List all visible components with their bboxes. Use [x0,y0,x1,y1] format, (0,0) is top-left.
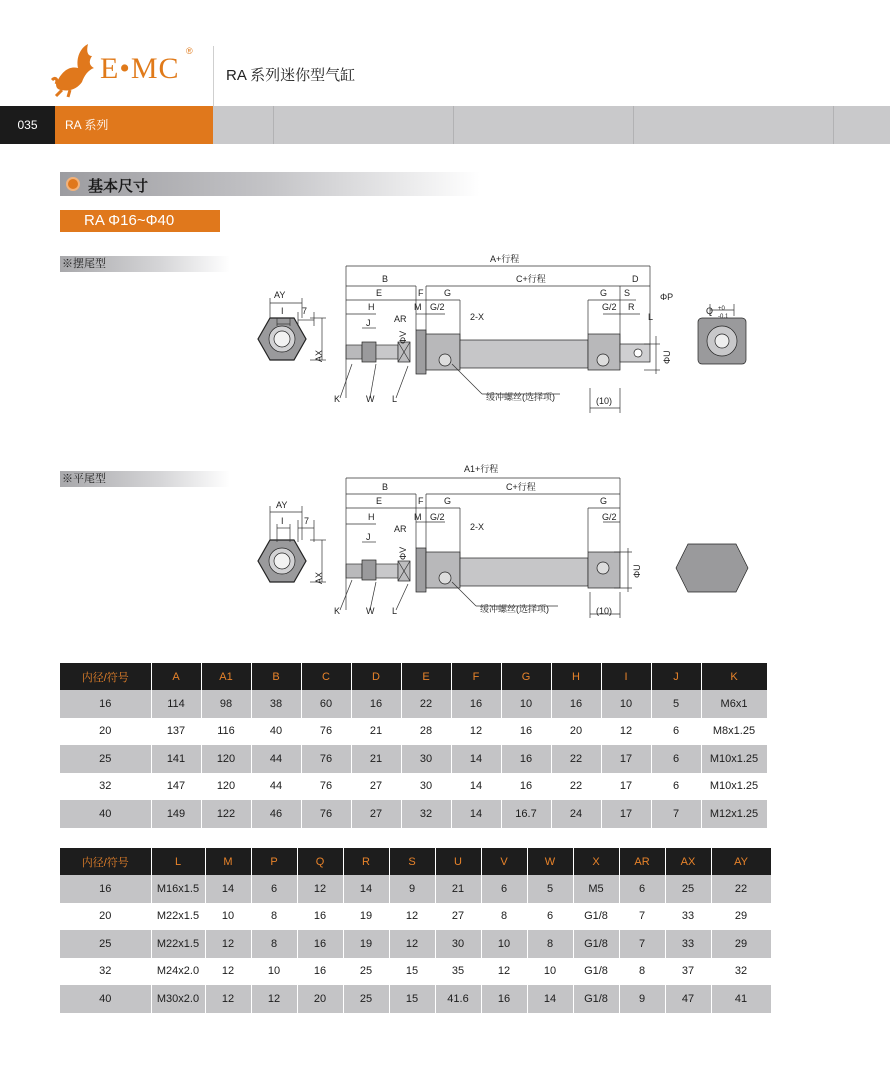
table-cell: 14 [451,800,501,828]
table-cell: 116 [201,718,251,746]
table-cell: 32 [60,958,151,986]
table-row [60,800,767,828]
column-header-s: S [389,848,435,875]
table-cell: 29 [711,903,771,931]
dim-j: J [366,532,371,542]
dim-e: E [376,288,383,298]
table-cell: 10 [205,903,251,931]
dim-v: ΦV [398,546,408,560]
table-cell: 33 [665,930,711,958]
table-cell: 6 [527,903,573,931]
dim-w: W [366,394,375,404]
dim-ar: AR [394,524,407,534]
table-cell: 20 [60,903,151,931]
dim-s: S [624,288,631,298]
table-cell: 20 [60,718,151,746]
cushion-note: 缓冲螺丝(选择项) [480,604,549,614]
dim-7: 7 [304,516,310,526]
table-cell: 9 [619,985,665,1013]
table-cell: M30x2.0 [151,985,205,1013]
dim-10: (10) [596,606,613,616]
table-cell: 16 [551,690,601,718]
table-cell: 16 [297,958,343,986]
table-cell: 19 [343,930,389,958]
table-cell: 10 [527,958,573,986]
registered-mark: ® [186,46,193,56]
table-cell: 12 [389,930,435,958]
column-header-x: X [573,848,619,875]
dim-g-half: G/2 [430,302,445,312]
band-divider [633,106,634,144]
table-cell: 22 [551,745,601,773]
table-cell: 30 [435,930,481,958]
table-cell: 44 [251,745,301,773]
column-header-v: V [481,848,527,875]
column-header-d: D [351,663,401,690]
table-cell: 29 [711,930,771,958]
table-row [60,745,767,773]
brand-logo [48,40,218,100]
table-cell: 20 [297,985,343,1013]
subhead-flat-type: ※平尾型 [60,471,230,487]
table-cell: 21 [435,875,481,903]
table-cell: 14 [527,985,573,1013]
dim-10: (10) [596,396,613,406]
table-cell: 33 [665,903,711,931]
dim-ay: AY [274,290,286,300]
table-cell: 17 [601,773,651,801]
table-cell: 40 [60,985,151,1013]
dim-q-tol-dn: -0.1 [718,314,729,320]
table-cell: 16 [60,690,151,718]
table-cell: 76 [301,745,351,773]
table-cell: 27 [351,773,401,801]
dim-p: ΦP [660,292,674,302]
section-band [0,106,890,144]
table-cell: 38 [251,690,301,718]
page-title: RA 系列迷你型气缸 [226,67,356,84]
table-cell: M22x1.5 [151,930,205,958]
dim-7: 7 [302,306,308,316]
column-header-j: J [651,663,701,690]
dim-v: ΦV [398,330,408,344]
table-cell: 17 [601,800,651,828]
table-cell: 114 [151,690,201,718]
table-cell: 40 [251,718,301,746]
table-row [60,773,767,801]
table-cell: 6 [251,875,297,903]
dim-2x: 2-X [470,312,485,322]
cushion-note: 缓冲螺丝(选择项) [486,392,555,402]
table-cell: 27 [351,800,401,828]
table-cell: 41.6 [435,985,481,1013]
table-cell: 76 [301,718,351,746]
table-cell: 7 [619,903,665,931]
table-cell: 10 [601,690,651,718]
dim-b: B [382,274,389,284]
band-divider [453,106,454,144]
dim-a-stroke: A+行程 [490,254,520,264]
horse-rider-icon [48,40,100,98]
column-header-ax: AX [665,848,711,875]
table-cell: 22 [401,690,451,718]
dim-c-stroke: C+行程 [516,274,546,284]
dim-h: H [368,302,375,312]
table-cell: 6 [651,773,701,801]
column-header-w: W [527,848,573,875]
table-cell: 6 [619,875,665,903]
table-cell: 120 [201,745,251,773]
table-cell: 12 [297,875,343,903]
table-cell: 7 [651,800,701,828]
dim-w: W [366,606,375,616]
column-header-h: H [551,663,601,690]
table-row [60,958,771,986]
table-cell: 10 [501,690,551,718]
column-header-l: L [151,848,205,875]
dim-f: F [418,496,424,506]
table-cell: 35 [435,958,481,986]
table-cell: 16 [60,875,151,903]
table-cell: 25 [665,875,711,903]
dim-u: ΦU [632,564,642,578]
table-cell: M6x1 [701,690,767,718]
dim-ax: AX [314,571,324,584]
dim-r: R [628,302,635,312]
table-cell: 141 [151,745,201,773]
table-cell: 28 [401,718,451,746]
table-cell: 12 [205,985,251,1013]
table-row [60,718,767,746]
dim-g-rear: G [600,496,608,506]
brand-name: E•MC [100,52,180,85]
table-cell: 8 [251,930,297,958]
table-cell: 16 [351,690,401,718]
table-cell: G1/8 [573,985,619,1013]
table-cell: 30 [401,773,451,801]
dim-g-half: G/2 [430,512,445,522]
table-cell: 32 [401,800,451,828]
table-cell: 21 [351,745,401,773]
table-cell: 14 [451,745,501,773]
model-tag: RA Φ16~Φ40 [60,210,220,232]
table-cell: 147 [151,773,201,801]
table-cell: 25 [343,958,389,986]
table-cell: 15 [389,985,435,1013]
dim-j: J [366,318,371,328]
table-cell: 5 [527,875,573,903]
table-cell: 41 [711,985,771,1013]
table-cell: 40 [60,800,151,828]
table-cell: 8 [527,930,573,958]
table-cell: G1/8 [573,930,619,958]
table-cell: 10 [481,930,527,958]
table-cell: 25 [343,985,389,1013]
table-cell: 19 [343,903,389,931]
table-cell: M8x1.25 [701,718,767,746]
page-number: 035 [0,106,55,144]
column-header-a1: A1 [201,663,251,690]
column-header-c: C [301,663,351,690]
table-cell: M10x1.25 [701,773,767,801]
table-cell: 14 [343,875,389,903]
table-cell: 16 [501,745,551,773]
table-cell: 15 [389,958,435,986]
column-header-bore: 内径/符号 [60,663,151,690]
dim-l-rear: L [648,312,654,322]
table-cell: 12 [389,903,435,931]
table-cell: G1/8 [573,903,619,931]
column-header-q: Q [297,848,343,875]
dim-g: G [444,496,452,506]
table-cell: 32 [60,773,151,801]
table-cell: M24x2.0 [151,958,205,986]
subhead-swing-type: ※摆尾型 [60,256,230,272]
column-header-u: U [435,848,481,875]
table-cell: 22 [711,875,771,903]
dim-m: M [414,302,422,312]
table-cell: 6 [651,745,701,773]
dim-g-rear: G [600,288,608,298]
dim-l: L [392,394,398,404]
table-cell: 12 [601,718,651,746]
table-cell: 21 [351,718,401,746]
column-header-f: F [451,663,501,690]
table-cell: 32 [711,958,771,986]
dim-k: K [334,606,341,616]
column-header-e: E [401,663,451,690]
dim-h: H [368,512,375,522]
table-cell: M5 [573,875,619,903]
column-header-g: G [501,663,551,690]
table-cell: 98 [201,690,251,718]
table-cell: 16 [501,773,551,801]
table-cell: 37 [665,958,711,986]
dim-ax: AX [314,349,324,362]
table-cell: M12x1.25 [701,800,767,828]
drawing-flat-type [240,460,760,630]
table-cell: 46 [251,800,301,828]
table-cell: 16 [501,718,551,746]
dim-q: Q [706,306,714,316]
section-heading [60,172,480,196]
table-row [60,875,771,903]
table-cell: 16.7 [501,800,551,828]
table-cell: 16 [297,903,343,931]
table-cell: 16 [297,930,343,958]
table-cell: 12 [481,958,527,986]
dim-k: K [334,394,341,404]
dim-2x: 2-X [470,522,485,532]
table-cell: 10 [251,958,297,986]
column-header-i: I [601,663,651,690]
table-row [60,930,771,958]
table-cell: 16 [451,690,501,718]
column-header-a: A [151,663,201,690]
dim-l: L [392,606,398,616]
table-cell: 47 [665,985,711,1013]
series-label: RA 系列 [55,106,213,144]
section-title: 基本尺寸 [88,178,149,195]
table-cell: 14 [205,875,251,903]
table-cell: 12 [251,985,297,1013]
dim-c-stroke: C+行程 [506,482,536,492]
dim-i: I [281,516,284,526]
dim-a1-stroke: A1+行程 [464,464,499,474]
table-cell: 27 [435,903,481,931]
table-cell: 14 [451,773,501,801]
band-divider [833,106,834,144]
dim-q-tol-up: +0 [718,306,725,312]
column-header-ar: AR [619,848,665,875]
table-cell: 8 [481,903,527,931]
table-cell: 137 [151,718,201,746]
column-header-m: M [205,848,251,875]
table-cell: 30 [401,745,451,773]
table-cell: 12 [205,958,251,986]
dim-ay: AY [276,500,288,510]
dim-u: ΦU [662,350,672,364]
dim-m: M [414,512,422,522]
table-cell: 8 [619,958,665,986]
table-cell: M16x1.5 [151,875,205,903]
table-cell: 20 [551,718,601,746]
table-cell: 24 [551,800,601,828]
table-cell: 9 [389,875,435,903]
header-divider [213,46,214,106]
table-cell: 16 [481,985,527,1013]
table-cell: 12 [451,718,501,746]
table-header-row [60,663,767,690]
table-cell: 76 [301,773,351,801]
table-cell: 17 [601,745,651,773]
table-cell: M10x1.25 [701,745,767,773]
table-cell: M22x1.5 [151,903,205,931]
table-cell: 122 [201,800,251,828]
dim-f: F [418,288,424,298]
table-cell: 76 [301,800,351,828]
dim-b: B [382,482,389,492]
table-cell: 6 [481,875,527,903]
table-row [60,985,771,1013]
column-header-b: B [251,663,301,690]
bullet-icon [66,177,80,191]
dim-e: E [376,496,383,506]
column-header-p: P [251,848,297,875]
dim-g-half-rear: G/2 [602,512,617,522]
spec-table-2 [60,848,772,1013]
table-cell: 12 [205,930,251,958]
column-header-bore: 内径/符号 [60,848,151,875]
dim-g: G [444,288,452,298]
table-cell: 25 [60,745,151,773]
table-cell: 22 [551,773,601,801]
table-cell: 149 [151,800,201,828]
table-cell: 60 [301,690,351,718]
column-header-r: R [343,848,389,875]
dim-d: D [632,274,639,284]
dim-i: I [281,306,284,316]
band-divider [273,106,274,144]
table-cell: 6 [651,718,701,746]
table-cell: 25 [60,930,151,958]
table-cell: 44 [251,773,301,801]
drawing-swing-type [240,248,760,418]
table-cell: 7 [619,930,665,958]
table-header-row [60,848,771,875]
column-header-k: K [701,663,767,690]
table-cell: G1/8 [573,958,619,986]
dim-ar: AR [394,314,407,324]
table-row [60,903,771,931]
table-cell: 120 [201,773,251,801]
column-header-ay: AY [711,848,771,875]
dim-g-half-rear: G/2 [602,302,617,312]
table-cell: 5 [651,690,701,718]
table-cell: 8 [251,903,297,931]
table-row [60,690,767,718]
spec-table-1 [60,663,768,828]
